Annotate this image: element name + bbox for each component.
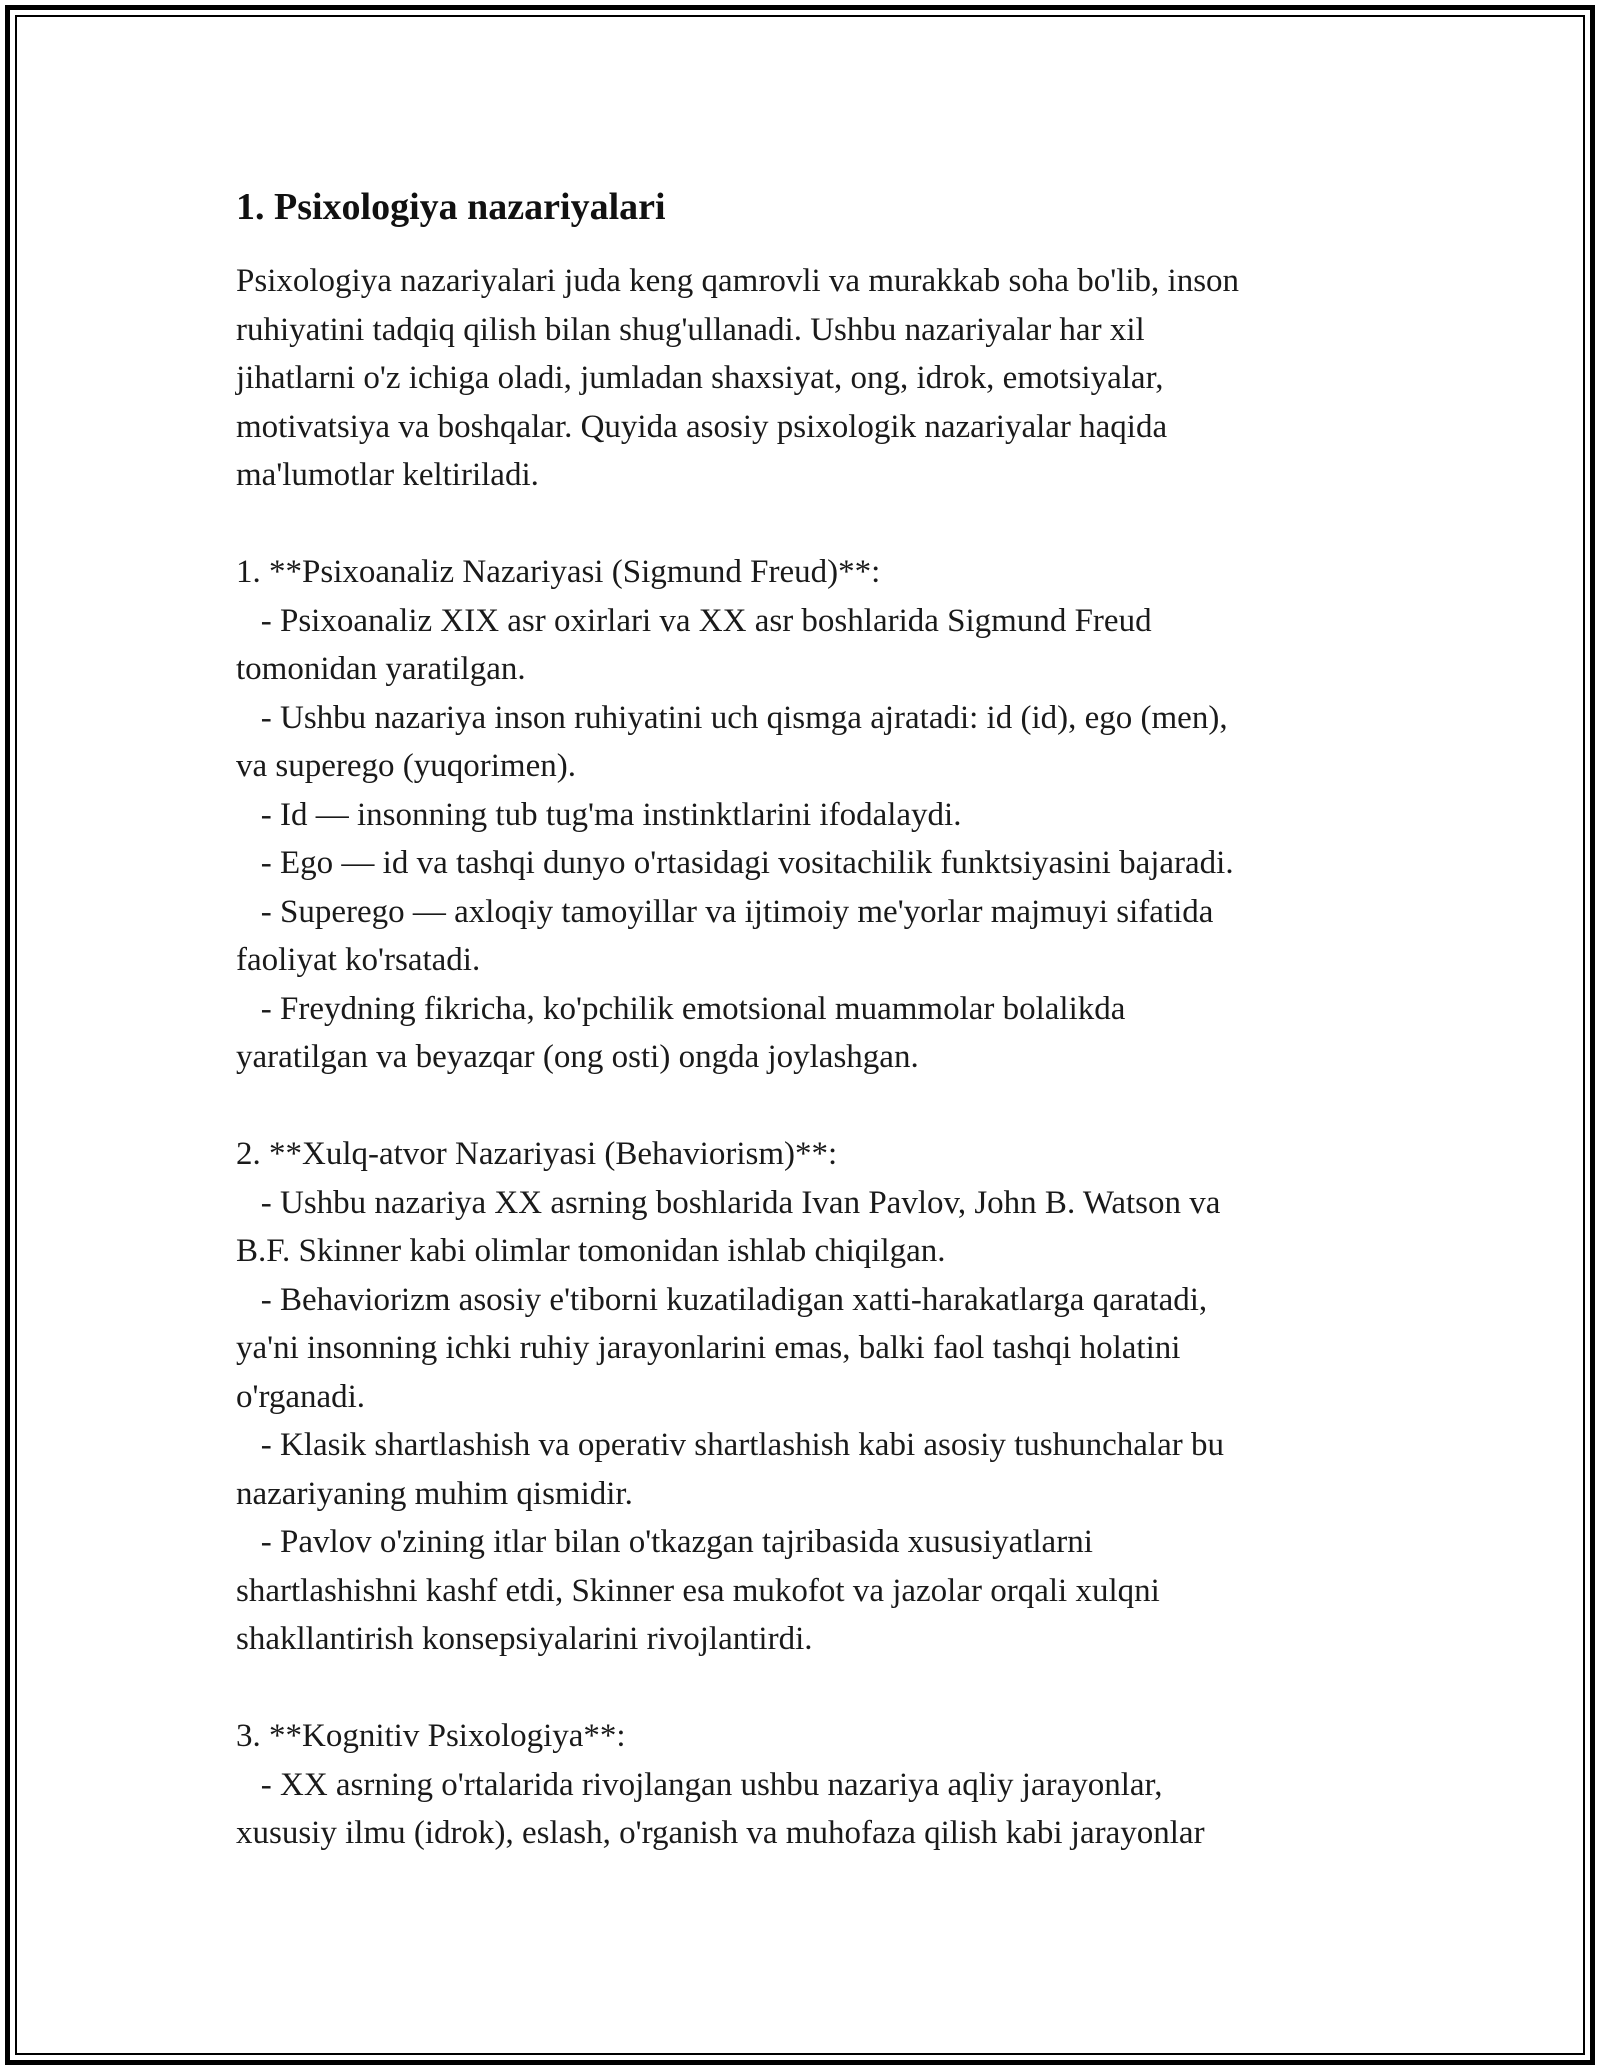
paragraph-gap [236,1082,1381,1131]
theory-behaviorism: 2. **Xulq-atvor Nazariyasi (Behaviorism)**: - Ushbu nazariya XX asrning boshlarida Ivan Pavlov, John B. Watson va B.F. Skinner kabi olimlar tomonidan ishlab chiqilgan. - Behaviorizm asosiy e'tiborni kuzatiladigan xatti-harakatlarga qaratadi, ya'ni insonning ichki ruhiy jarayonlarini emas, balki faol tashqi holatini o'rganadi. - Klasik shartlashish va operativ shartlashish kabi asosiy tushunchalar bu nazariyaning muhim qismidir. - Pavlov o'zining itlar bilan o'tkazgan tajribasida xususiyatlarni shartlashishni kashf etdi, Skinner esa mukofot va jazolar orqali xulqni shakllantirish konsepsiyalarini rivojlantirdi. [236,1136,1224,1657]
paragraph-gap [236,500,1381,549]
document-body [236,185,1381,1858]
intro-paragraph: Psixologiya nazariyalari juda keng qamrovli va murakkab soha bo'lib, inson ruhiyatini tadqiq qilish bilan shug'ullanadi. Ushbu nazariyalar har xil jihatlarni o'z ichiga oladi, jumladan shaxsiyat, ong, idrok, emotsiyalar, motivatsiya va boshqalar. Quyida asosiy psixologik nazariyalar haqida ma'lumotlar keltiriladi. [236,263,1240,493]
theory-cognitive: 3. **Kognitiv Psixologiya**: - XX asrning o'rtalarida rivojlangan ushbu nazariya aqliy jarayonlar, xususiy ilmu (idrok), eslash, o'rganish va muhofaza qilish kabi jarayonlar [236,1718,1205,1851]
section-heading: 1. Psixologiya nazariyalari [236,186,666,228]
paragraph-gap [236,1664,1381,1713]
theory-psychoanalysis: 1. **Psixoanaliz Nazariyasi (Sigmund Freud)**: - Psixoanaliz XIX asr oxirlari va XX asr boshlarida Sigmund Freud tomonidan yaratilgan. - Ushbu nazariya inson ruhiyatini uch qismga ajratadi: id (id), ego (men), va superego (yuqorimen). - Id — insonning tub tug'ma instinktlarini ifodalaydi. - Ego — id va tashqi dunyo o'rtasidagi vositachilik funktsiyasini bajaradi. - Superego — axloqiy tamoyillar va ijtimoiy me'yorlar majmuyi sifatida faoliyat ko'rsatadi. - Freydning fikricha, ko'pchilik emotsional muammolar bolalikda yaratilgan va beyazqar (ong osti) ongda joylashgan. [236,554,1234,1075]
